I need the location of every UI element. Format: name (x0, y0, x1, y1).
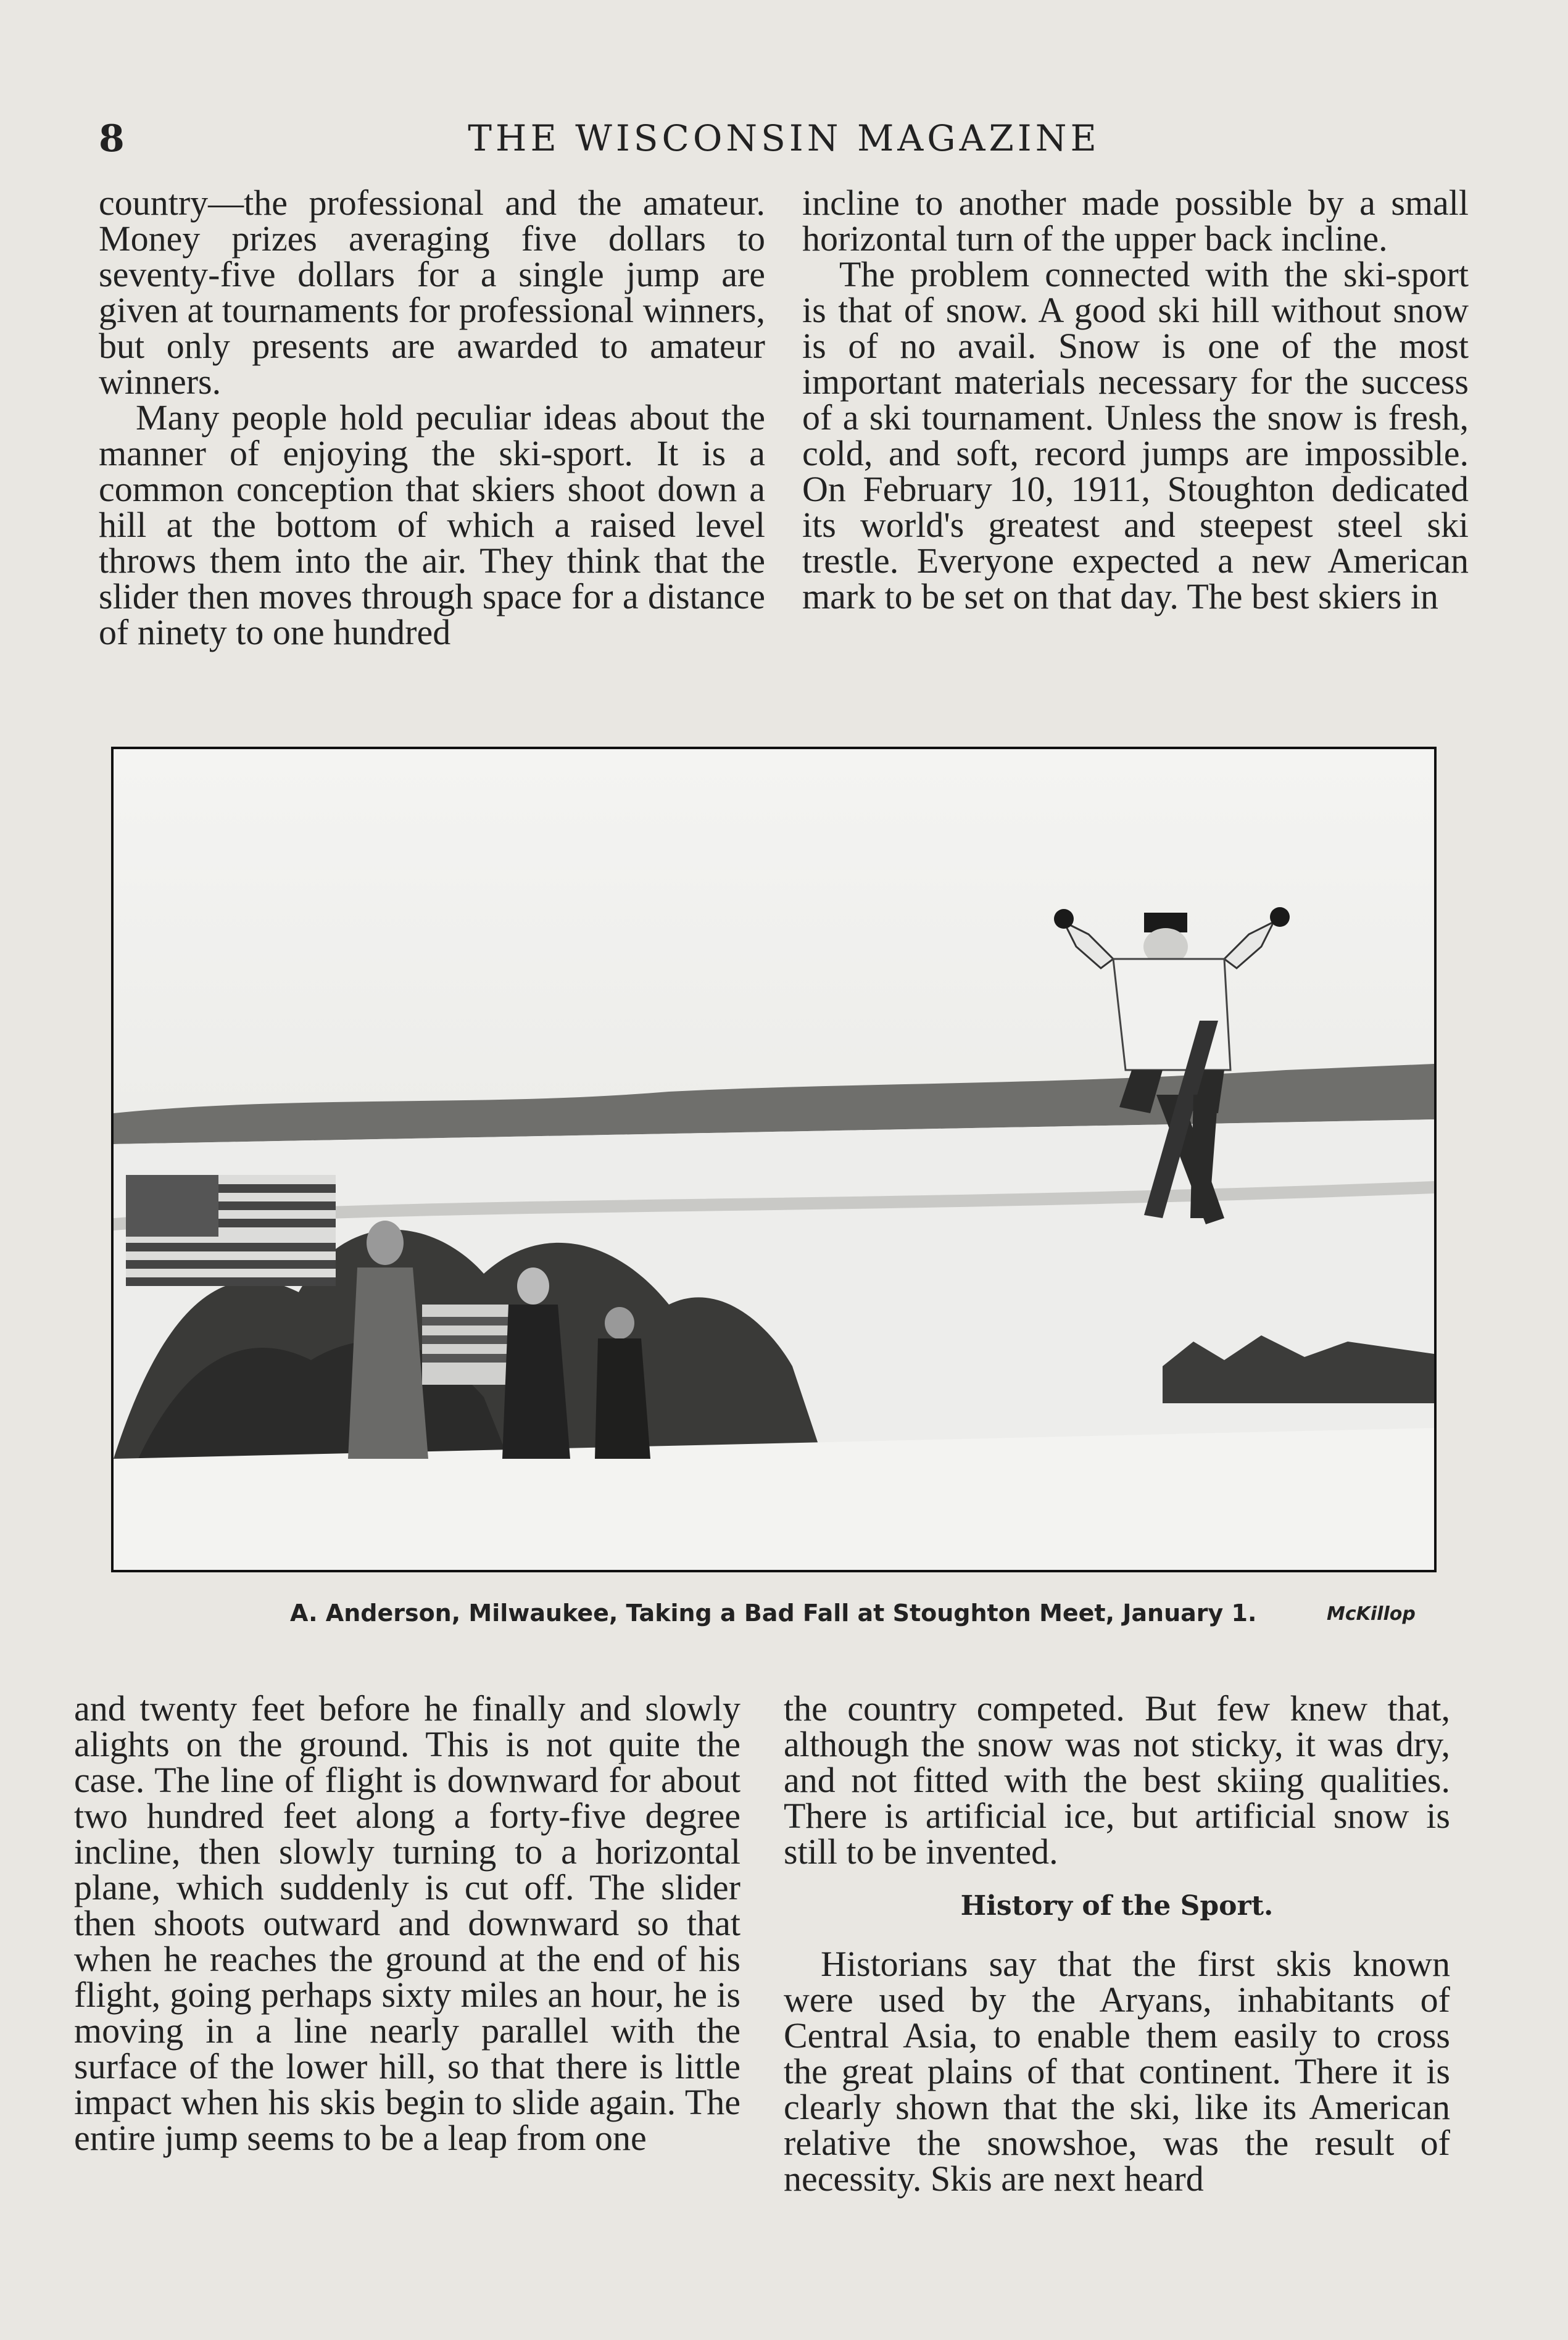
running-title: THE WISCONSIN MAGAZINE (468, 117, 1100, 159)
paragraph: country—the professional and the amateur. Money prizes averaging five dollars to seventy-five dollars for a single jump are given at tournaments for professional winners, but only presents are awarded to amateur winners. (99, 183, 765, 402)
paragraph: incline to another made possible by a small horizontal turn of the upper back incline. (802, 183, 1469, 259)
column-bottom-left (74, 1688, 740, 2158)
paragraph: the country competed. But few knew that, although the snow was not sticky, it was dry, and not fitted with the best skiing qualities. There is artificial ice, but artificial snow is still to be invented. (784, 1688, 1450, 1872)
page-number: 8 (99, 117, 125, 160)
american-flag (126, 1175, 336, 1286)
column-top-left (99, 185, 765, 650)
photo-illustration (114, 749, 1434, 1570)
ski-jump-photograph (111, 747, 1437, 1572)
section-heading: History of the Sport. (960, 1890, 1274, 1922)
paragraph: Many people hold peculiar ideas about the manner of enjoying the ski-sport. It is a common conception that skiers shoot down a hill at the bottom of which a raised level throws them into the air. They think that the slider then moves through space for a distance of ninety to one hundred (99, 397, 765, 652)
photo-credit: McKillop (1327, 1603, 1416, 1625)
column-top-right (802, 185, 1469, 615)
paragraph: and twenty feet before he finally and slowly alights on the ground. This is not quite the case. The line of flight is downward for about two hundred feet along a forty-five degree incline, then slowly turning to a horizontal plane, which suddenly is cut off. The slider then shoots outward and downward so that when he reaches the ground at the end of his flight, going perhaps sixty miles an hour, he is moving in a line nearly parallel with the surface of the lower hill, so that there is little impact when his skis begin to slide again. The entire jump seems to be a leap from one (74, 1688, 740, 2158)
page-header (99, 117, 1469, 173)
paragraph: Historians say that the first skis known were used by the Aryans, inhabitants of Central Asia, to enable them easily to cross the great plains of that continent. There it is clearly shown that the ski, like its American relative the snowshoe, was the result of necessity. Skis are next heard (784, 1944, 1450, 2199)
figure-caption: A. Anderson, Milwaukee, Taking a Bad Fall at Stoughton Meet, January 1. (290, 1599, 1257, 1627)
column-bottom-right (784, 1688, 1450, 2199)
paragraph: The problem connected with the ski-sport is that of snow. A good ski hill without snow is of no avail. Snow is one of the most important materials necessary for the success of a ski tournament. Unless the snow is fresh, cold, and soft, record jumps are impossible. On February 10, 1911, Stoughton dedicated its world's greatest and steepest steel ski trestle. Everyone expected a new American mark to be set on that day. The best skiers in (802, 254, 1469, 616)
